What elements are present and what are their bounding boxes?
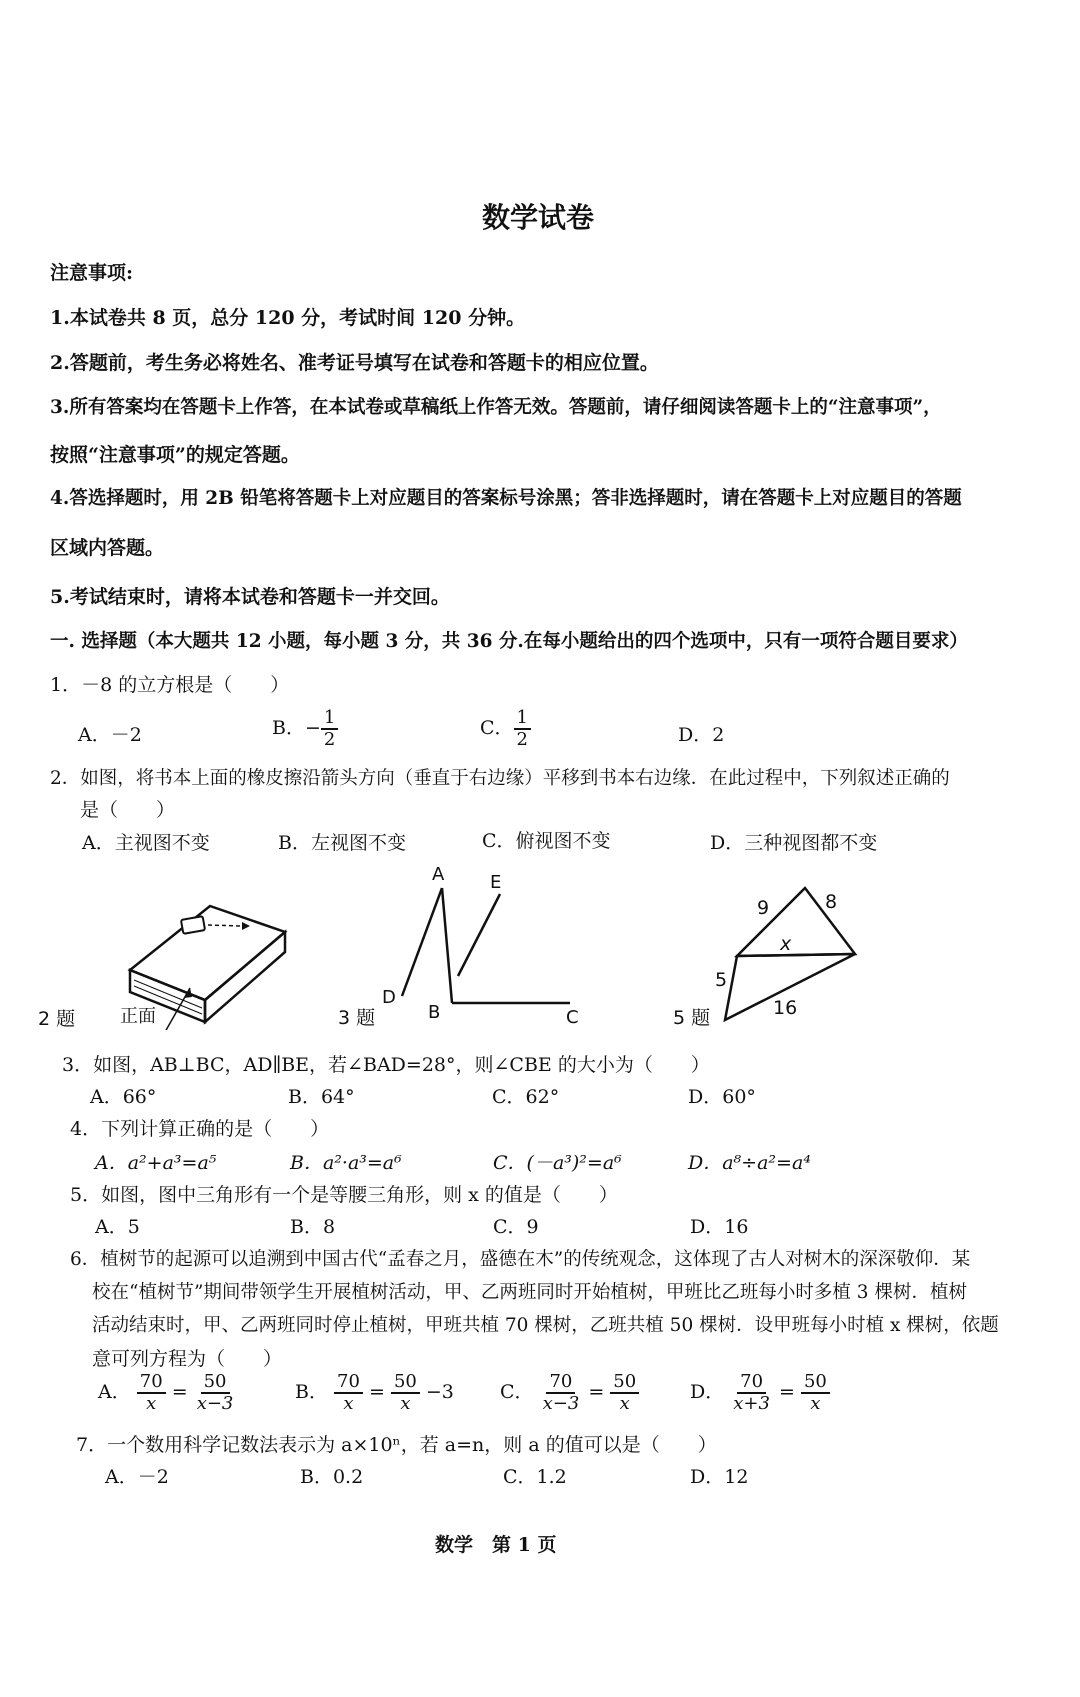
q7-option-b: B．0.2	[300, 1466, 364, 1488]
q2-option-b: B．左视图不变	[278, 832, 406, 854]
fig3-label-A: A	[432, 864, 445, 885]
q6-d-right-fraction: $\frac{50}{x}$	[801, 1372, 830, 1414]
q7-option-a: A．－2	[105, 1466, 169, 1488]
figure-3-angles	[330, 858, 600, 1028]
q6-stem-line1: 6．植树节的起源可以追溯到中国古代“孟春之月，盛德在木”的传统观念，这体现了古人对树木的深深敬仰．某	[70, 1249, 971, 1270]
q1-option-c-label: C．	[480, 717, 514, 739]
page-footer: 数学 第 1 页	[435, 1534, 557, 1556]
q1-stem: 1．－8 的立方根是（ ）	[50, 674, 290, 696]
q1-option-b-label: B．	[272, 717, 305, 739]
q6-option-c	[500, 1372, 639, 1414]
q1-option-b-fraction: $\frac{1}{2}$	[321, 708, 338, 750]
q4-stem: 4．下列计算正确的是（ ）	[70, 1118, 330, 1140]
book-side-face	[205, 932, 285, 1022]
eraser-arrow	[208, 925, 242, 926]
fig5-label-5: 5	[715, 969, 728, 991]
fig3-label-C: C	[566, 1007, 579, 1028]
fig5-label-x: x	[780, 933, 792, 955]
q6-a-right-fraction: $\frac{50}{x-3}$	[196, 1371, 234, 1414]
q5-stem: 5．如图，图中三角形有一个是等腰三角形，则 x 的值是（ ）	[70, 1184, 618, 1206]
q6-a-left-fraction: $\frac{70}{x}$	[137, 1372, 166, 1414]
q5-option-c: C．9	[493, 1216, 539, 1238]
note-item-3: 3.所有答案均在答题卡上作答，在本试卷或草稿纸上作答无效。答题前，请仔细阅读答题卡上的“注意事项”，	[50, 397, 942, 418]
note-item-4: 4.答选择题时，用 2B 铅笔将答题卡上对应题目的答案标号涂黑；答非选择题时，请在答题卡上对应题目的答题	[50, 488, 962, 509]
segment-BE	[458, 894, 500, 976]
q2-option-a: A．主视图不变	[82, 832, 210, 854]
q4-option-b: B．a²·a³=a⁶	[290, 1152, 402, 1174]
note-item-4-cont: 区域内答题。	[50, 537, 165, 559]
upper-triangle	[737, 888, 855, 956]
fig3-label-E: E	[490, 872, 502, 893]
fig3-caption: 3 题	[338, 1007, 376, 1028]
q6-c-label: C．	[500, 1381, 534, 1403]
fig3-label-B: B	[428, 1002, 441, 1023]
q5-option-b: B．8	[290, 1216, 336, 1238]
q2-stem-line1: 2．如图，将书本上面的橡皮擦沿箭头方向（垂直于右边缘）平移到书本右边缘．在此过程中，下列叙述正确的	[50, 768, 950, 789]
q4-option-c: C．(－a³)²=a⁶	[493, 1152, 622, 1174]
q2-stem-line2: 是（ ）	[80, 799, 176, 821]
fig2-caption: 2 题	[38, 1008, 76, 1030]
q5-option-d: D．16	[690, 1216, 749, 1238]
q6-b-label: B．	[295, 1381, 328, 1403]
page-title: 数学试卷	[482, 201, 595, 234]
q6-option-d	[690, 1372, 830, 1414]
fig2-label-front: 正面	[120, 1006, 156, 1027]
fig5-label-16: 16	[773, 997, 798, 1019]
q6-a-label: A．	[98, 1381, 131, 1403]
segment-AB	[442, 888, 452, 1003]
q6-stem-line3: 活动结束时，甲、乙两班同时停止植树，甲班共植 70 棵树，乙班共植 50 棵树．设甲班每小时植 x 棵树，依题	[92, 1315, 999, 1336]
figure-5-triangles	[665, 880, 895, 1030]
q2-option-c: C．俯视图不变	[482, 830, 611, 852]
q6-option-a	[98, 1372, 236, 1414]
q3-stem: 3．如图，AB⊥BC，AD∥BE，若∠BAD=28°，则∠CBE 的大小为（ ）	[62, 1054, 710, 1076]
q6-option-b	[295, 1372, 454, 1414]
q6-d-label: D．	[690, 1381, 725, 1403]
fig3-label-D: D	[382, 987, 396, 1008]
q7-option-c: C．1.2	[503, 1466, 567, 1488]
q3-option-c: C．62°	[492, 1086, 560, 1108]
q1-option-a: A．－2	[78, 724, 142, 746]
q6-c-left-fraction: $\frac{70}{x-3}$	[542, 1371, 580, 1414]
eraser-shape	[181, 916, 205, 934]
q6-d-left-fraction: $\frac{70}{x+3}$	[733, 1371, 770, 1414]
q6-b-left-fraction: $\frac{70}{x}$	[334, 1372, 363, 1414]
q1-option-b-sign: −	[304, 717, 321, 739]
section1-heading: 一. 选择题（本大题共 12 小题，每小题 3 分，共 36 分.在每小题给出的四个选项中，只有一项符合题目要求）	[50, 631, 968, 652]
q4-option-a: A．a²+a³=a⁵	[95, 1152, 217, 1174]
q1-option-b	[272, 708, 338, 750]
q6-stem-line4: 意可列方程为（ ）	[92, 1348, 283, 1370]
figure-2-book	[30, 870, 290, 1030]
q1-option-c	[480, 708, 531, 750]
q6-c-right-fraction: $\frac{50}{x}$	[610, 1372, 639, 1414]
q6-b-eq: =	[368, 1381, 385, 1403]
q6-c-eq: =	[588, 1381, 605, 1403]
note-item-5: 5.考试结束时，请将本试卷和答题卡一并交回。	[50, 586, 450, 608]
q3-option-d: D．60°	[688, 1086, 756, 1108]
q5-option-a: A．5	[95, 1216, 140, 1238]
segment-AD	[402, 888, 442, 996]
q2-option-d: D．三种视图都不变	[710, 832, 878, 854]
q6-a-eq: =	[171, 1381, 188, 1403]
q6-b-right-fraction: $\frac{50}{x}$	[391, 1372, 420, 1414]
q4-option-d: D．a⁸÷a²=a⁴	[688, 1152, 811, 1174]
note-item-1: 1.本试卷共 8 页，总分 120 分，考试时间 120 分钟。	[50, 307, 526, 329]
q6-d-eq: =	[779, 1381, 795, 1403]
fig5-label-8: 8	[825, 891, 838, 913]
note-item-2: 2.答题前，考生务必将姓名、准考证号填写在试卷和答题卡的相应位置。	[50, 352, 659, 374]
q1-option-d: D．2	[678, 724, 725, 746]
q7-stem: 7．一个数用科学记数法表示为 a×10ⁿ，若 a=n，则 a 的值可以是（ ）	[76, 1434, 717, 1456]
note-item-3-cont: 按照“注意事项”的规定答题。	[50, 444, 300, 466]
q3-option-b: B．64°	[288, 1086, 355, 1108]
q6-b-tail: −3	[425, 1381, 454, 1403]
notes-heading: 注意事项:	[50, 262, 134, 284]
q7-option-d: D．12	[690, 1466, 749, 1488]
fig5-label-9: 9	[757, 897, 770, 919]
fig5-caption: 5 题	[673, 1007, 711, 1029]
q3-option-a: A．66°	[90, 1086, 157, 1108]
q1-option-c-fraction: $\frac{1}{2}$	[514, 708, 531, 750]
q6-stem-line2: 校在“植树节”期间带领学生开展植树活动，甲、乙两班同时开始植树，甲班比乙班每小时多植 3 棵树．植树	[92, 1282, 967, 1303]
